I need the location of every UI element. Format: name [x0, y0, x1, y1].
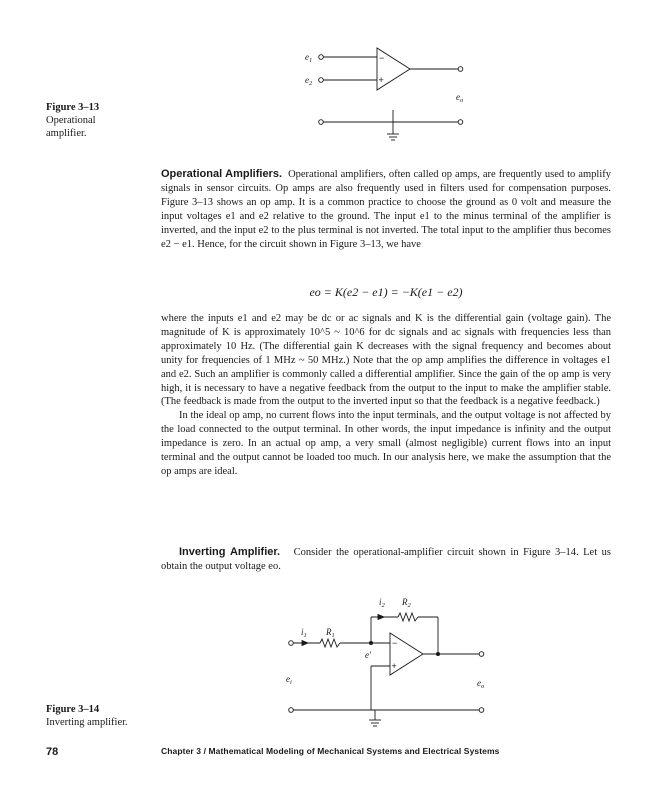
- r2-label: $R_2$: [402, 597, 411, 609]
- figure-3-14-title: Inverting amplifier.: [46, 717, 128, 728]
- figure-3-14-number: Figure 3–14: [46, 704, 100, 715]
- r1-label: $R_1$: [326, 627, 335, 639]
- figure-3-13-number: Figure 3–13: [46, 102, 100, 113]
- figure-3-13-title-line2: amplifier.: [46, 128, 87, 139]
- inverting-heading: Inverting Amplifier.: [179, 546, 281, 558]
- i1-arrow: [302, 641, 308, 646]
- ei-label: $e_i$: [286, 674, 292, 686]
- inverting-para1-text: Consider the operational-amplifier circuit shown in Figure 3–14. Let us obtain the output voltage eo.: [161, 547, 611, 572]
- eo-label: $e_o$: [456, 92, 464, 104]
- ei-top-terminal: [289, 641, 294, 646]
- i2-arrow: [378, 615, 384, 620]
- inverting-paragraph: [161, 546, 611, 574]
- op-amp-equation: eo = K(e2 − e1) = −K(e1 − e2): [309, 285, 463, 299]
- ei-bottom-terminal: [289, 708, 294, 713]
- inv-plus-sign: +: [391, 661, 397, 671]
- e2-label: $e_2$: [305, 75, 313, 87]
- e2-terminal: [319, 78, 324, 83]
- op-amp-paragraph-2: [161, 312, 611, 479]
- ground-left-terminal: [319, 120, 324, 125]
- chapter-footer: Chapter 3 / Mathematical Modeling of Mechanical Systems and Electrical Systems: [161, 746, 500, 756]
- i1-label: $i_1$: [301, 627, 307, 639]
- e1-label: $e_1$: [305, 52, 313, 64]
- r1-resistor: [320, 639, 340, 647]
- eo-bottom-terminal: [479, 708, 484, 713]
- figure-3-13-diagram: [280, 40, 500, 150]
- page-number: 78: [46, 746, 59, 758]
- op-amp-para3-text: In the ideal op amp, no current flows into the input terminals, and the output voltage is not affected by the load connected to the output terminal. In other words, the input impedance is infinity and the output impedance is zero. In an actual op amp, a very small (almost negligible) current flows into an input terminal and the output cannot be loaded too much. In our analysis here, we make the assumption that the op amps are ideal.: [161, 410, 611, 477]
- op-amp-para2-text: where the inputs e1 and e2 may be dc or ac signals and K is the differential gain (voltage gain). The magnitude of K is approximately 10^5 ~ 10^6 for dc signals and ac signals with frequencies less than approximately 10 Hz. (The differential gain K decreases with the signal frequency and becomes about unity for frequencies of 1 MHz ~ 50 MHz.) Note that the op amp amplifies the difference in voltages e1 and e2. Such an amplifier is commonly called a differential amplifier. Since the gain of the op amp is very high, it is necessary to have a negative feedback from the output to the input to make the amplifier stable. (The feedback is made from the output to the inverted input so that the feedback is a negative feedback.): [161, 313, 611, 408]
- plus-sign: +: [378, 75, 384, 85]
- e-prime-label: e′: [365, 650, 371, 660]
- eo-top-terminal: [479, 652, 484, 657]
- e1-terminal: [319, 55, 324, 60]
- op-amp-heading: Operational Amplifiers.: [161, 168, 283, 180]
- op-amp-paragraph-1: [161, 168, 611, 251]
- eo-label-3-14: $e_o$: [477, 678, 485, 690]
- figure-3-13-title-line1: Operational: [46, 115, 96, 126]
- eo-terminal: [458, 67, 463, 72]
- figure-3-13-caption: [46, 101, 99, 140]
- i2-label: $i_2$: [379, 597, 385, 609]
- op-amp-para1-text: Operational amplifiers, often called op amps, are frequently used to amplify signals in sensor circuits. Op amps are also frequently used in filters used for compensation purposes. Figure 3–13 shows an op amp. It is a common practice to choose the ground as 0 volt and measure the input voltages e1 and e2 relative to the ground. The input e1 to the minus terminal of the amplifier is inverted, and the input e2 to the plus terminal is not inverted. The total input to the amplifier thus becomes e2 − e1. Hence, for the circuit shown in Figure 3–13, we have: [161, 169, 611, 250]
- figure-3-14-caption: [46, 703, 128, 729]
- minus-sign: −: [379, 53, 385, 63]
- r2-resistor: [398, 613, 418, 621]
- ground-right-terminal: [458, 120, 463, 125]
- inv-minus-sign: −: [392, 638, 398, 648]
- figure-3-14-diagram: [280, 590, 500, 730]
